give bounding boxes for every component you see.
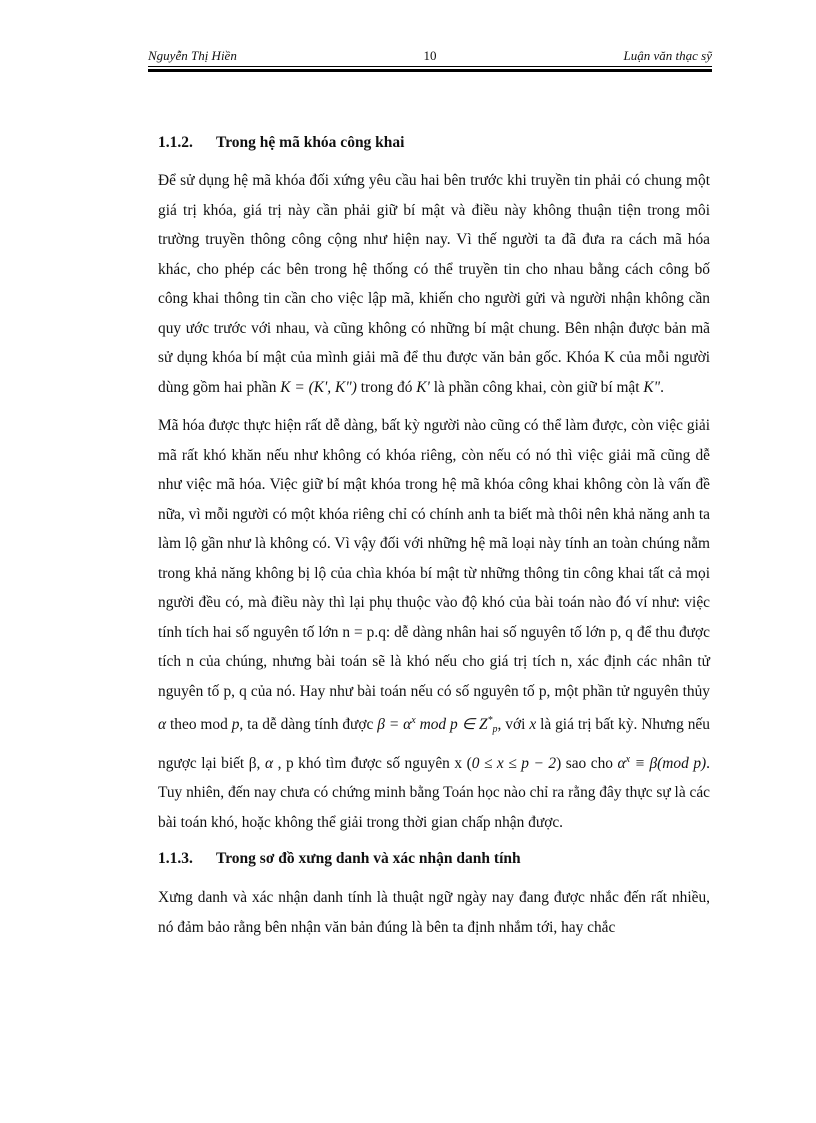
section-number: 1.1.3. bbox=[158, 850, 193, 867]
formula-dl-base: α bbox=[617, 754, 626, 772]
formula-beta-mid: mod p ∈ Z bbox=[415, 716, 488, 733]
para-2-text: theo mod bbox=[170, 716, 228, 733]
formula-private-key: K" bbox=[643, 378, 661, 396]
formula-beta-sub: p bbox=[492, 724, 498, 735]
header-rule-thick bbox=[148, 69, 712, 72]
section-number: 1.1.2. bbox=[158, 134, 193, 151]
formula-beta-exp: x bbox=[411, 715, 416, 726]
formula-beta bbox=[377, 716, 497, 733]
para-2-text: , p khó tìm được số nguyên x ( bbox=[277, 754, 472, 772]
paragraph-2 bbox=[158, 411, 710, 837]
header-page-number: 10 bbox=[423, 48, 437, 63]
para-2-text: , ta dễ dàng tính được bbox=[239, 716, 374, 733]
section-heading-1-1-2 bbox=[158, 128, 710, 158]
paragraph-3: Xưng danh và xác nhận danh tính là thuật ngữ ngày nay đang được nhắc đến rất nhiều, nó đảm bảo rằng bên nhận văn bản đúng là bên ta định nhắm tới, hay chắc bbox=[158, 889, 710, 936]
section-title: Trong hệ mã khóa công khai bbox=[216, 134, 405, 151]
formula-key-pair: K = (K', K") bbox=[280, 378, 357, 396]
para-2-text: . Tuy nhiên, đến nay chưa có chứng minh bằng Toán học nào chỉ ra rằng đây thực sự là các bài toán khó, hoặc không thể giải trong thời gian chấp nhận được. bbox=[158, 754, 711, 831]
formula-public-key: K' bbox=[416, 378, 430, 396]
header-author: Nguyễn Thị Hiền bbox=[148, 48, 237, 63]
section-title: Trong sơ đồ xưng danh và xác nhận danh tính bbox=[216, 850, 521, 867]
formula-range: 0 ≤ x ≤ p − 2 bbox=[471, 754, 557, 772]
section-heading-1-1-3 bbox=[158, 844, 710, 874]
formula-dl-exp: x bbox=[625, 753, 631, 765]
para-2-text: Mã hóa được thực hiện rất dễ dàng, bất kỳ người nào cũng có thể làm được, còn việc giải mã rất khó khăn nếu như không có khóa riêng, còn nếu có nó thì việc giải mã cũng dễ như việc mã hóa. Việc giữ bí mật khóa trong hệ mã khóa công khai không còn là vấn đề nữa, vì mỗi người có một khóa riêng chỉ có chính anh ta biết mà thôi nên khả năng anh ta làm lộ gần như là không có. Vì vậy đối với những hệ mã loại này tính an toàn chúng nằm trong khả năng không bị lộ của chìa khóa bí mật từ những thông tin công khai tất cả mọi người đều có, mà điều này thì lại phụ thuộc vào độ khó của bài toán nào đó ví như: việc tính tích hai số nguyên tố lớn n = p.q: dễ dàng nhân hai số nguyên tố lớn p, q để thu được tích n của chúng, nhưng bài toán sẽ là khó nếu cho giá trị tích n, xác định các nhân tử nguyên tố p, q của nó. Hay như bài toán nếu có số nguyên tố p, một phần tử nguyên thủy bbox=[158, 417, 710, 700]
formula-discrete-log bbox=[618, 755, 707, 772]
formula-beta-star: * bbox=[487, 715, 493, 726]
para-2-text: là giá trị bất kỳ. Nhưng nếu ngược lại biết β, bbox=[158, 716, 710, 772]
para-2-text: , với bbox=[497, 716, 526, 733]
para-2-text: ) sao cho bbox=[556, 754, 613, 772]
formula-dl-rest: ≡ β(mod p) bbox=[630, 754, 707, 772]
variable-x: x bbox=[529, 716, 537, 733]
para-1-text: . bbox=[660, 378, 664, 396]
header-rule-thin bbox=[148, 66, 712, 67]
alpha-symbol: α bbox=[158, 716, 167, 733]
page-header bbox=[148, 44, 712, 66]
header-doc-type: Luận văn thạc sỹ bbox=[623, 48, 712, 63]
variable-p: p bbox=[231, 716, 240, 733]
alpha-symbol: α bbox=[264, 754, 274, 772]
formula-beta-lhs: β = α bbox=[377, 716, 412, 733]
para-1-text: trong đó bbox=[360, 378, 413, 396]
para-1-text: Để sử dụng hệ mã khóa đối xứng yêu cầu hai bên trước khi truyền tin phải có chung một giá trị khóa, giá trị này cần phải giữ bí mật và điều này không thuận tiện trong môi trường truyền thông công cộng như hiện nay. Vì thế người ta đã đưa ra cách mã hóa khác, cho phép các bên trong hệ thống có thể truyền tin cho nhau bằng cách công bố công khai thông tin cần cho việc lập mã, khiến cho người gửi và người nhận không cần quy ước trước với nhau, và cũng không có những bí mật chung. Bên nhận được bản mã sử dụng khóa bí mật của mình giải mã để thu được văn bản gốc. Khóa K của mỗi người dùng gồm hai phần bbox=[158, 172, 710, 396]
paragraph-1 bbox=[158, 166, 710, 402]
page-body bbox=[158, 128, 710, 942]
para-1-text: là phần công khai, còn giữ bí mật bbox=[433, 378, 640, 396]
